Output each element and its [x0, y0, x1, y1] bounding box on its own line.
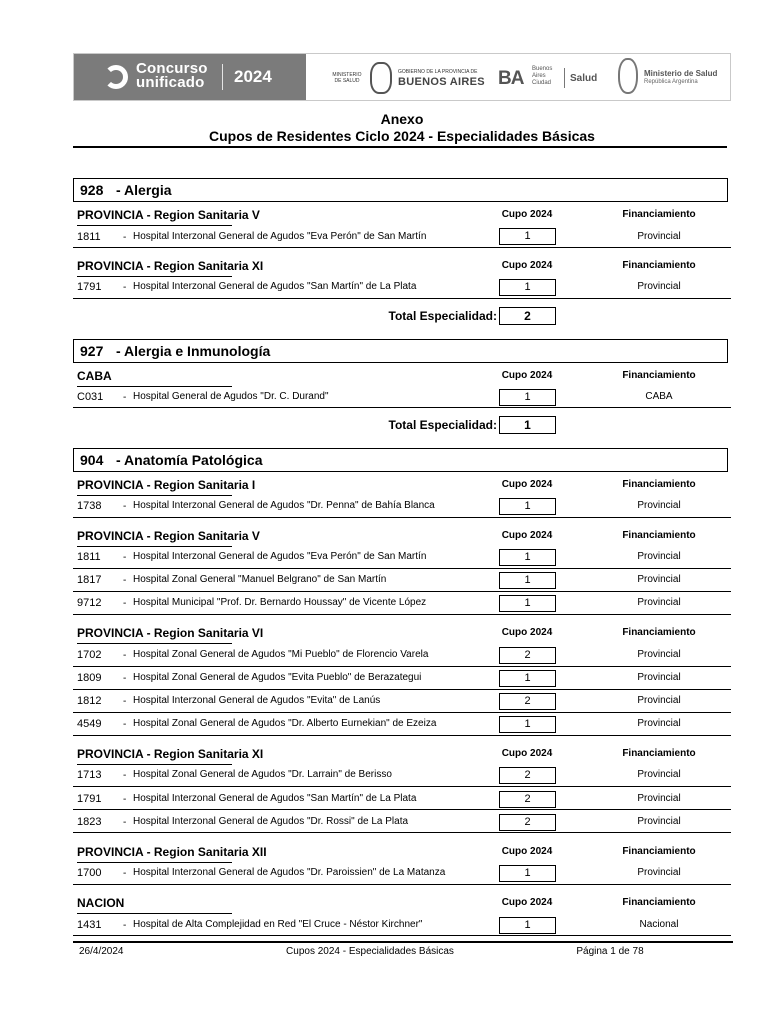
cupo-value: 2 — [499, 693, 556, 710]
row-dash: - — [123, 770, 127, 781]
financiamiento-value: Provincial — [637, 281, 681, 292]
specialty-header — [73, 178, 728, 202]
specialty-code: 927 — [80, 343, 104, 359]
cupo-value: 1 — [499, 279, 556, 296]
cupo-value: 1 — [499, 549, 556, 566]
row-dash: - — [123, 232, 127, 243]
financiamiento-header: Financiamiento — [622, 897, 696, 908]
row-divider — [73, 735, 731, 736]
row-divider — [73, 666, 731, 667]
cupo-value: 1 — [499, 595, 556, 612]
row-divider — [73, 809, 731, 810]
cupo-value: 2 — [499, 791, 556, 808]
hospital-code: 1431 — [77, 919, 102, 931]
financiamiento-value: Provincial — [637, 500, 681, 511]
row-divider — [73, 517, 731, 518]
hospital-name: Hospital Zonal General de Agudos "Evita Pueblo" de Berazategui — [133, 672, 422, 683]
national-seal-icon — [618, 58, 638, 94]
row-divider — [73, 298, 731, 299]
financiamiento-value: Provincial — [637, 649, 681, 660]
hospital-code: C031 — [77, 391, 104, 403]
ba-salud: Salud — [570, 73, 598, 84]
financiamiento-value: Provincial — [637, 574, 681, 585]
specialty-code: 904 — [80, 452, 104, 468]
financiamiento-header: Financiamiento — [622, 530, 696, 541]
gov-top-text: GOBIERNO DE LA PROVINCIA DE — [398, 69, 478, 75]
total-label: Total Especialidad: — [388, 418, 497, 432]
cupo-value: 2 — [499, 767, 556, 784]
row-dash: - — [123, 868, 127, 879]
financiamiento-value: Provincial — [637, 769, 681, 780]
doc-title-anexo: Anexo — [380, 111, 424, 127]
cupo-header: Cupo 2024 — [501, 627, 553, 638]
pba-seal-icon — [370, 62, 392, 94]
region-underline — [77, 764, 232, 765]
concurso-unificado-brand — [74, 54, 306, 100]
row-divider — [73, 591, 731, 592]
cupo-header: Cupo 2024 — [501, 260, 553, 271]
brand-line2: unificado — [136, 74, 205, 91]
region-underline — [77, 913, 232, 914]
financiamiento-header: Financiamiento — [622, 260, 696, 271]
row-divider — [73, 884, 731, 885]
ms-title: Ministerio de Salud — [644, 69, 718, 78]
cupo-header: Cupo 2024 — [501, 370, 553, 381]
ms-sub: República Argentina — [644, 79, 698, 85]
financiamiento-value: CABA — [645, 391, 673, 402]
row-dash: - — [123, 817, 127, 828]
region-title: PROVINCIA - Region Sanitaria XII — [77, 845, 267, 859]
row-dash: - — [123, 282, 127, 293]
concurso-logo-icon — [104, 65, 128, 89]
hospital-name: Hospital Interzonal General de Agudos "Evita" de Lanús — [133, 695, 381, 706]
ba-mark: BA — [498, 68, 524, 89]
hospital-code: 1823 — [77, 816, 102, 828]
row-dash: - — [123, 920, 127, 931]
financiamiento-value: Nacional — [639, 919, 679, 930]
specialty-header — [73, 448, 728, 472]
row-dash: - — [123, 673, 127, 684]
hospital-code: 1811 — [77, 551, 101, 563]
region-title: CABA — [77, 369, 112, 383]
brand-year: 2024 — [234, 67, 272, 86]
financiamiento-header: Financiamiento — [622, 479, 696, 490]
financiamiento-value: Provincial — [637, 793, 681, 804]
hospital-name: Hospital Interzonal General de Agudos "Dr. Rossi" de La Plata — [133, 816, 409, 827]
row-divider — [73, 689, 731, 690]
region-underline — [77, 546, 232, 547]
hospital-code: 1713 — [77, 769, 102, 781]
ministerio-salud-logo — [616, 58, 728, 98]
hospital-name: Hospital Interzonal General de Agudos "Dr. Paroissien" de La Matanza — [133, 867, 446, 878]
financiamiento-value: Provincial — [637, 672, 681, 683]
cupo-header: Cupo 2024 — [501, 209, 553, 220]
region-title: PROVINCIA - Region Sanitaria VI — [77, 626, 264, 640]
region-title: PROVINCIA - Region Sanitaria XI — [77, 259, 264, 273]
row-divider — [73, 832, 731, 833]
financiamiento-header: Financiamiento — [622, 748, 696, 759]
cupo-value: 1 — [499, 917, 556, 934]
cupo-value: 1 — [499, 389, 556, 406]
ba-divider — [564, 68, 565, 88]
pba-gov-logo — [330, 62, 485, 94]
financiamiento-header: Financiamiento — [622, 209, 696, 220]
specialty-code: 928 — [80, 182, 104, 198]
hospital-code: 1791 — [77, 793, 102, 805]
region-title: PROVINCIA - Region Sanitaria XI — [77, 747, 264, 761]
financiamiento-value: Provincial — [637, 231, 681, 242]
hospital-name: Hospital Interzonal General de Agudos "San Martín" de La Plata — [133, 793, 417, 804]
hospital-code: 1700 — [77, 867, 102, 879]
cupo-value: 2 — [499, 814, 556, 831]
region-underline — [77, 225, 232, 226]
row-dash: - — [123, 794, 127, 805]
financiamiento-value: Provincial — [637, 867, 681, 878]
footer-divider — [73, 941, 733, 943]
cupo-header: Cupo 2024 — [501, 897, 553, 908]
ba-city-line1: Buenos — [532, 66, 553, 72]
specialty-name: - Anatomía Patológica — [116, 452, 263, 468]
hospital-code: 1812 — [77, 695, 102, 707]
hospital-name: Hospital de Alta Complejidad en Red "El Cruce - Néstor Kirchner" — [133, 919, 423, 930]
cupo-value: 1 — [499, 228, 556, 245]
financiamiento-value: Provincial — [637, 597, 681, 608]
row-divider — [73, 935, 731, 936]
cupo-header: Cupo 2024 — [501, 479, 553, 490]
cupo-value: 2 — [499, 647, 556, 664]
hospital-name: Hospital Municipal "Prof. Dr. Bernardo Houssay" de Vicente López — [133, 597, 427, 608]
cupo-value: 1 — [499, 670, 556, 687]
hospital-code: 1817 — [77, 574, 102, 586]
brand-divider — [222, 64, 223, 90]
row-dash: - — [123, 575, 127, 586]
footer-date: 26/4/2024 — [79, 946, 124, 957]
caba-logo — [498, 64, 608, 92]
gov-name: BUENOS AIRES — [398, 76, 485, 88]
row-divider — [73, 568, 731, 569]
cupo-value: 1 — [499, 716, 556, 733]
hospital-name: Hospital Zonal General de Agudos "Mi Pueblo" de Florencio Varela — [133, 649, 429, 660]
financiamiento-value: Provincial — [637, 551, 681, 562]
specialty-header — [73, 339, 728, 363]
page-number: Página 1 de 78 — [576, 946, 644, 957]
financiamiento-value: Provincial — [637, 718, 681, 729]
region-title: PROVINCIA - Region Sanitaria I — [77, 478, 256, 492]
ba-city — [532, 66, 552, 87]
row-divider — [73, 712, 731, 713]
region-underline — [77, 276, 232, 277]
region-title: NACION — [77, 896, 125, 910]
hospital-name: Hospital Zonal General de Agudos "Dr. Larrain" de Berisso — [133, 769, 392, 780]
row-dash: - — [123, 552, 127, 563]
total-value: 2 — [499, 307, 556, 325]
total-label: Total Especialidad: — [388, 309, 497, 323]
hospital-name: Hospital Interzonal General de Agudos "Eva Perón" de San Martín — [133, 551, 427, 562]
region-underline — [77, 495, 232, 496]
cupo-value: 1 — [499, 865, 556, 882]
row-divider — [73, 247, 731, 248]
specialty-name: - Alergia e Inmunología — [116, 343, 271, 359]
region-title: PROVINCIA - Region Sanitaria V — [77, 529, 260, 543]
hospital-code: 1738 — [77, 500, 102, 512]
hospital-code: 1809 — [77, 672, 102, 684]
cupo-value: 1 — [499, 498, 556, 515]
cupo-header: Cupo 2024 — [501, 748, 553, 759]
hospital-name: Hospital Interzonal General de Agudos "San Martín" de La Plata — [133, 281, 417, 292]
ba-city-line2: Aires — [532, 73, 546, 79]
row-dash: - — [123, 696, 127, 707]
financiamiento-value: Provincial — [637, 816, 681, 827]
header-banner — [73, 53, 731, 101]
hospital-code: 9712 — [77, 597, 102, 609]
row-dash: - — [123, 719, 127, 730]
hospital-code: 4549 — [77, 718, 102, 730]
brand-name — [136, 62, 208, 90]
region-underline — [77, 643, 232, 644]
financiamiento-header: Financiamiento — [622, 370, 696, 381]
row-divider — [73, 786, 731, 787]
cupo-header: Cupo 2024 — [501, 530, 553, 541]
financiamiento-value: Provincial — [637, 695, 681, 706]
row-dash: - — [123, 598, 127, 609]
hospital-name: Hospital Interzonal General de Agudos "Eva Perón" de San Martín — [133, 231, 427, 242]
gov-ministry-small: MINISTERIO DE SALUD — [332, 72, 362, 84]
footer-title: Cupos 2024 - Especialidades Básicas — [286, 946, 454, 957]
specialty-name: - Alergia — [116, 182, 172, 198]
hospital-code: 1811 — [77, 231, 101, 243]
doc-title-main: Cupos de Residentes Ciclo 2024 - Especialidades Básicas — [209, 128, 595, 144]
hospital-name: Hospital Zonal General "Manuel Belgrano" de San Martín — [133, 574, 387, 585]
hospital-code: 1702 — [77, 649, 102, 661]
row-dash: - — [123, 392, 127, 403]
hospital-name: Hospital Interzonal General de Agudos "Dr. Penna" de Bahía Blanca — [133, 500, 435, 511]
financiamiento-header: Financiamiento — [622, 627, 696, 638]
row-divider — [73, 614, 731, 615]
financiamiento-header: Financiamiento — [622, 846, 696, 857]
region-underline — [77, 386, 232, 387]
region-underline — [77, 862, 232, 863]
total-value: 1 — [499, 416, 556, 434]
row-dash: - — [123, 501, 127, 512]
title-divider — [73, 146, 727, 148]
region-title: PROVINCIA - Region Sanitaria V — [77, 208, 260, 222]
cupo-value: 1 — [499, 572, 556, 589]
brand-line1: Concurso — [136, 60, 208, 77]
cupo-header: Cupo 2024 — [501, 846, 553, 857]
row-dash: - — [123, 650, 127, 661]
hospital-name: Hospital Zonal General de Agudos "Dr. Alberto Eurnekian" de Ezeiza — [133, 718, 437, 729]
hospital-code: 1791 — [77, 281, 102, 293]
row-divider — [73, 407, 731, 408]
hospital-name: Hospital General de Agudos "Dr. C. Durand" — [133, 391, 329, 402]
ba-city-line3: Ciudad — [532, 80, 552, 86]
